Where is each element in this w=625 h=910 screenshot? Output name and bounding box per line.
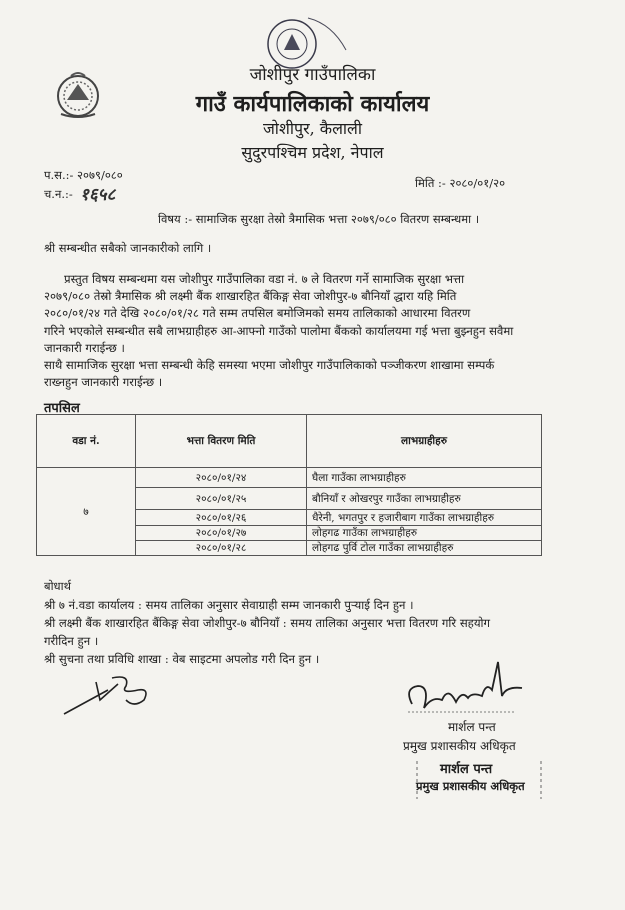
ward-cell: ७ <box>37 468 136 556</box>
date-cell: २०८०/०१/२७ <box>136 526 307 541</box>
subject-line: विषय :- सामाजिक सुरक्षा तेस्रो त्रैमासिक भत्ता २०७९/०८० वितरण सम्बन्धमा । <box>158 212 480 226</box>
list-item: गरीदिन हुन । <box>44 634 99 648</box>
chalani-number: १६५८ <box>80 185 116 205</box>
column-header: भत्ता वितरण मिति <box>136 415 307 468</box>
date-cell: २०८०/०१/२४ <box>136 468 307 488</box>
signatory-designation: प्रमुख प्रशासकीय अधिकृत <box>403 739 516 753</box>
officer-signature-icon <box>402 652 532 722</box>
column-header: वडा नं. <box>37 415 136 468</box>
para1-line: २०८०/०१/२४ गते देखि २०८०/०१/२८ गते सम्म तपसिल बमोजिमको समय तालिकाको आधारमा वितरण <box>44 306 471 321</box>
office-title: गाउँ कार्यपालिकाको कार्यालय <box>195 91 430 117</box>
salutation: श्री सम्बन्धीत सबैको जानकारीको लागि । <box>44 241 212 255</box>
para1-line: प्रस्तुत विषय सम्बन्धमा यस जोशीपुर गाउँपालिका वडा नं. ७ ले वितरण गर्ने सामाजिक सुरक्षा भत्ता <box>64 272 465 286</box>
date-cell: २०८०/०१/२६ <box>136 510 307 526</box>
para1-line: गरिने भएकोले सम्बन्धीत सबै लाभग्राहीहरु आ-आफ्नो गाउँको पालोमा बैंकको कार्यालयमा गई भत्ता बुझ्नहुन सवैमा <box>44 323 514 338</box>
paragraph-1 <box>44 271 574 357</box>
list-item: श्री लक्ष्मी बैंक शाखारहित बैंकिङ्ग सेवा जोशीपुर-७ बौनियाँ : समय तालिका अनुसार भत्ता वितरण गरि सहयोग <box>44 616 491 630</box>
date-cell: २०८०/०१/२५ <box>136 488 307 510</box>
municipality-name: जोशीपुर गाउँपालिका <box>249 65 376 85</box>
para2-line: राख्नहुन जानकारी गराईन्छ । <box>44 375 163 390</box>
tapasil-title: तपसिल <box>44 401 80 416</box>
stamp-designation: प्रमुख प्रशासकीय अधिकृत <box>416 779 525 793</box>
beneficiary-cell: धैरेनी, भगतपुर र हजारीबाग गाउँका लाभग्राहीहरु <box>307 510 542 526</box>
list-item: श्री सुचना तथा प्रविधि शाखा : वेब साइटमा अपलोड गरी दिन हुन । <box>44 652 320 666</box>
signatory-name: मार्शल पन्त <box>448 720 496 734</box>
table-row <box>37 468 542 488</box>
date-cell: २०८०/०१/२८ <box>136 541 307 556</box>
office-seal-icon <box>262 10 352 70</box>
tapasil-table <box>36 414 542 556</box>
chalani-label: च.न.:- <box>44 187 73 201</box>
para2-line: साथै सामाजिक सुरक्षा भत्ता सम्बन्धी केहि समस्या भएमा जोशीपुर गाउँपालिकाको पञ्जीकरण शाखामा सम्पर्क <box>44 358 495 372</box>
list-item: श्री ७ नं.वडा कार्यालय : समय तालिका अनुसार सेवाग्राही सम्म जानकारी पुर्‍याई दिन हुन । <box>44 598 414 612</box>
paragraph-2 <box>44 357 574 391</box>
office-province: सुदुरपश्चिम प्रदेश, नेपाल <box>241 143 384 162</box>
beneficiary-cell: बौनियाँ र ओखरपुर गाउँका लाभग्राहीहरु <box>307 488 542 510</box>
para1-line: जानकारी गराईन्छ । <box>44 340 125 355</box>
beneficiary-cell: लोहगढ पुर्वि टोल गाउँका लाभग्राहीहरु <box>307 541 542 556</box>
office-place: जोशीपुर, कैलाली <box>262 119 363 138</box>
para1-line: २०७९/०८० तेस्रो त्रैमासिक श्री लक्ष्मी बैंक शाखारहित बैंकिङ्ग सेवा जोशीपुर-७ बौनियाँ द्धारा यहि मिति <box>44 289 457 304</box>
beneficiary-cell: घैला गाउँका लाभग्राहीहरु <box>307 468 542 488</box>
letter-date: मिति :- २०८०/०१/२० <box>415 176 506 190</box>
initials-signature-icon <box>60 670 160 720</box>
bodhartha-title: बोधार्थ <box>44 579 71 593</box>
stamp-name: मार्शल पन्त <box>440 762 493 777</box>
column-header: लाभग्राहीहरु <box>307 415 542 468</box>
patra-sankhya: प.स.:- २०७९/०८० <box>44 168 123 182</box>
table-header-row <box>37 415 542 468</box>
beneficiary-cell: लोहगढ गाउँका लाभग्राहीहरु <box>307 526 542 541</box>
